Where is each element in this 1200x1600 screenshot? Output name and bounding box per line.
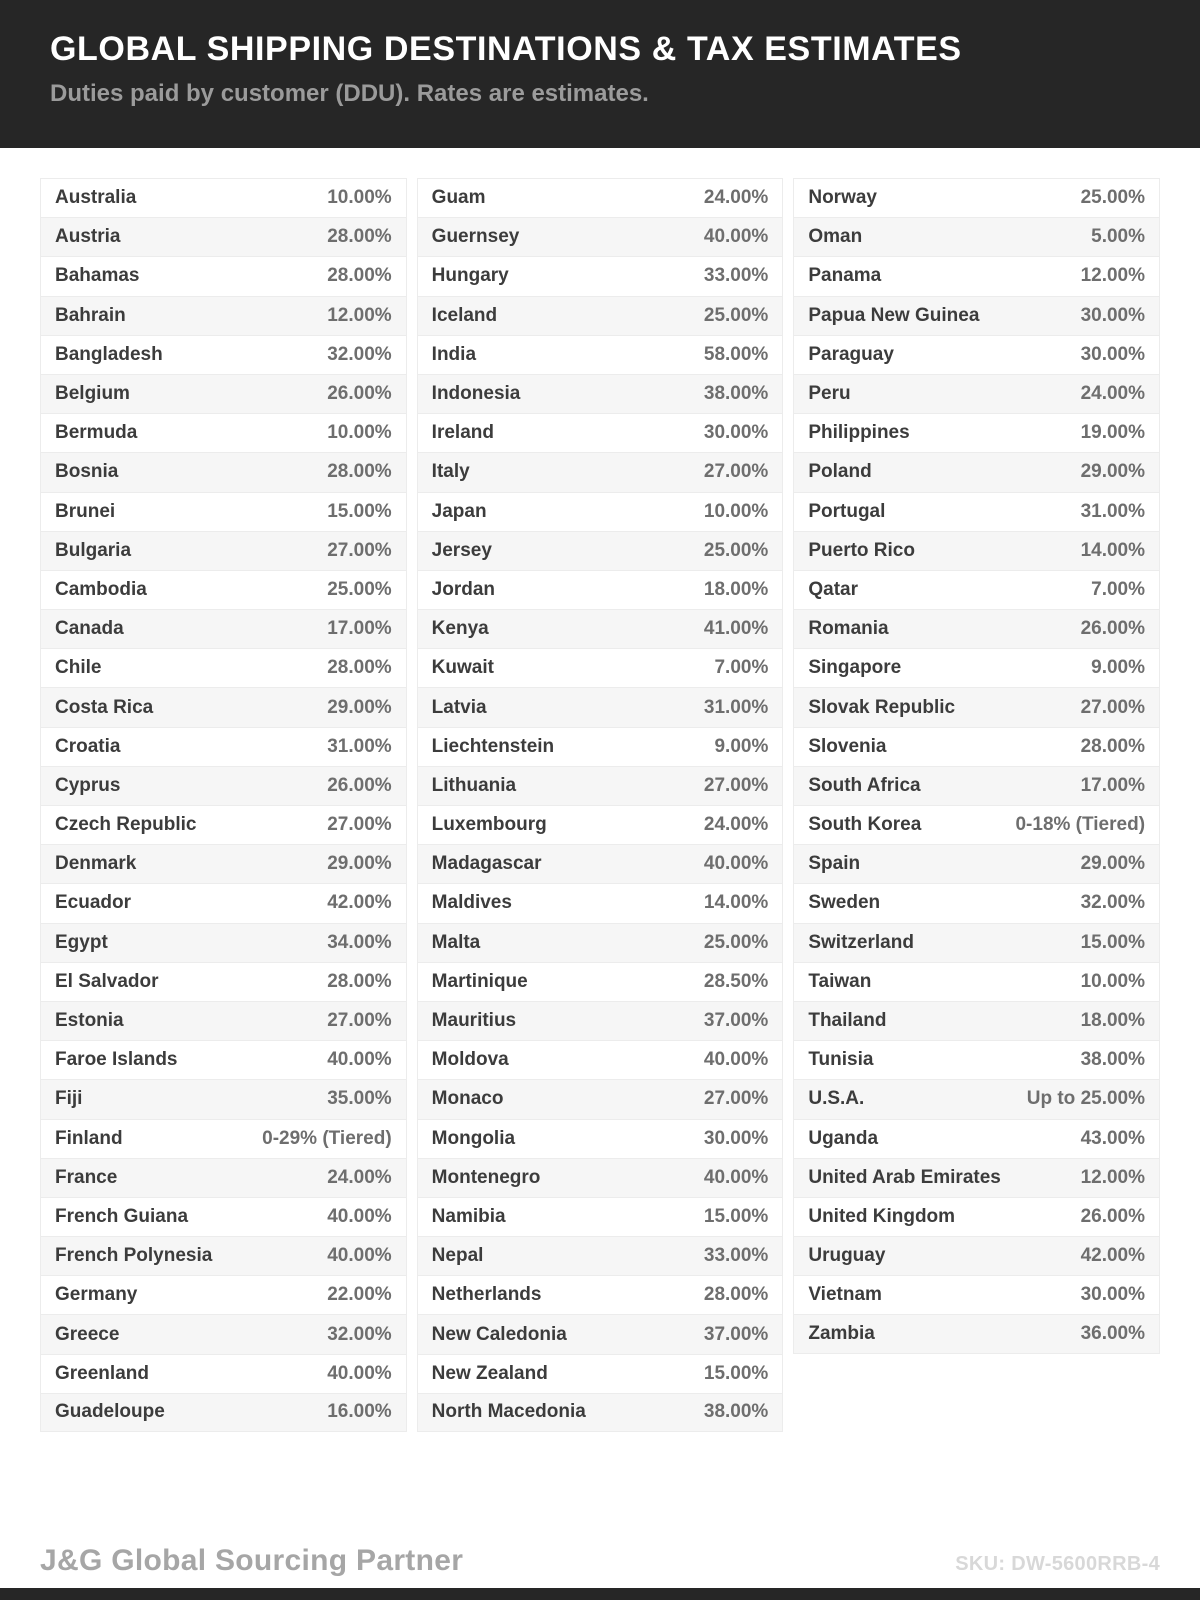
- country-name: Portugal: [808, 500, 886, 522]
- country-name: North Macedonia: [431, 1401, 586, 1423]
- tax-rate: 28.00%: [1080, 735, 1146, 757]
- tax-rate: 5.00%: [1091, 226, 1146, 248]
- tax-rate: 40.00%: [703, 1166, 769, 1188]
- tax-rate: 27.00%: [1080, 696, 1146, 718]
- table-row: [417, 256, 784, 295]
- tax-rate: 17.00%: [327, 618, 392, 640]
- country-name: Italy: [431, 461, 470, 483]
- tax-rate: 32.00%: [327, 1323, 392, 1345]
- table-row: [417, 609, 784, 648]
- country-name: Martinique: [431, 970, 528, 992]
- country-name: El Salvador: [55, 970, 159, 992]
- table-row: [793, 531, 1160, 570]
- tax-rate: 26.00%: [327, 383, 392, 405]
- table-row: [40, 923, 407, 962]
- table-row: [40, 492, 407, 531]
- country-name: Malta: [431, 931, 481, 953]
- country-name: Slovenia: [808, 735, 887, 757]
- table-row: [40, 296, 407, 335]
- table-row: [417, 883, 784, 922]
- country-name: Uganda: [808, 1127, 879, 1149]
- table-row: [793, 1119, 1160, 1158]
- table-row: [40, 1158, 407, 1197]
- country-name: Bahrain: [55, 304, 126, 326]
- tax-rate: 41.00%: [703, 618, 769, 640]
- table-row: [417, 178, 784, 217]
- country-name: Hungary: [431, 265, 509, 287]
- country-name: Kenya: [431, 618, 489, 640]
- page-header: [0, 0, 1200, 148]
- country-name: Thailand: [808, 1010, 887, 1032]
- table-row: [793, 805, 1160, 844]
- country-name: Bulgaria: [55, 539, 132, 561]
- country-name: Fiji: [55, 1088, 83, 1110]
- country-name: Lithuania: [431, 774, 517, 796]
- table-row: [40, 1314, 407, 1353]
- country-name: French Polynesia: [55, 1245, 213, 1267]
- table-row: [40, 962, 407, 1001]
- tax-rate: 15.00%: [1080, 931, 1146, 953]
- table-row: [793, 687, 1160, 726]
- tax-rate: 17.00%: [1080, 774, 1146, 796]
- table-row: [40, 609, 407, 648]
- country-name: Papua New Guinea: [808, 304, 980, 326]
- page-footer: [40, 1544, 1160, 1578]
- tax-rate: 26.00%: [1080, 1205, 1146, 1227]
- table-row: [417, 1275, 784, 1314]
- tax-rate: 25.00%: [703, 931, 769, 953]
- tax-rate: 0-18% (Tiered): [1015, 814, 1146, 836]
- country-name: Indonesia: [431, 383, 521, 405]
- country-name: Taiwan: [808, 970, 872, 992]
- country-name: Slovak Republic: [808, 696, 956, 718]
- table-row: [40, 1119, 407, 1158]
- table-row: [417, 1119, 784, 1158]
- tax-rate: 15.00%: [703, 1362, 769, 1384]
- country-name: Greece: [55, 1323, 120, 1345]
- country-name: Moldova: [431, 1049, 509, 1071]
- country-name: United Kingdom: [808, 1205, 956, 1227]
- country-name: French Guiana: [55, 1205, 189, 1227]
- tax-rate: 35.00%: [327, 1088, 392, 1110]
- tax-rate: 27.00%: [703, 461, 769, 483]
- tax-rate: 18.00%: [1080, 1010, 1146, 1032]
- table-row: [793, 413, 1160, 452]
- tax-rate: 32.00%: [327, 343, 392, 365]
- country-name: Denmark: [55, 853, 137, 875]
- tax-rate: 28.00%: [327, 461, 392, 483]
- tax-rate: 38.00%: [703, 1401, 769, 1423]
- table-row: [417, 296, 784, 335]
- table-row: [793, 1158, 1160, 1197]
- tax-rate: 15.00%: [703, 1205, 769, 1227]
- country-name: Cambodia: [55, 578, 147, 600]
- country-name: Maldives: [431, 892, 512, 914]
- tax-rate: 28.00%: [327, 970, 392, 992]
- tax-rate: 7.00%: [1091, 578, 1146, 600]
- table-row: [793, 256, 1160, 295]
- country-name: Croatia: [55, 735, 121, 757]
- table-row: [417, 766, 784, 805]
- tax-rate: 30.00%: [1080, 1284, 1146, 1306]
- tax-rate: 24.00%: [703, 187, 769, 209]
- tax-rate: 12.00%: [1080, 265, 1146, 287]
- tax-rate: 29.00%: [327, 853, 392, 875]
- tax-rate: 25.00%: [703, 304, 769, 326]
- tax-rate: 10.00%: [327, 422, 392, 444]
- tax-rate: 25.00%: [703, 539, 769, 561]
- country-name: Madagascar: [431, 853, 542, 875]
- table-row: [40, 531, 407, 570]
- country-name: Australia: [55, 187, 137, 209]
- rates-column-2: [417, 178, 784, 1432]
- table-row: [417, 1354, 784, 1393]
- country-name: Costa Rica: [55, 696, 154, 718]
- tax-rate: 26.00%: [327, 774, 392, 796]
- table-row: [40, 766, 407, 805]
- country-name: Panama: [808, 265, 882, 287]
- table-row: [40, 1079, 407, 1118]
- country-name: Germany: [55, 1284, 138, 1306]
- table-row: [793, 452, 1160, 491]
- country-name: Jersey: [431, 539, 492, 561]
- country-name: Canada: [55, 618, 124, 640]
- country-name: Jordan: [431, 578, 496, 600]
- country-name: South Africa: [808, 774, 921, 796]
- brand-text: J&G Global Sourcing Partner: [40, 1544, 464, 1577]
- table-row: [40, 1275, 407, 1314]
- table-row: [793, 492, 1160, 531]
- country-name: Faroe Islands: [55, 1049, 178, 1071]
- country-name: Paraguay: [808, 343, 894, 365]
- country-name: Oman: [808, 226, 863, 248]
- tax-rate: 14.00%: [703, 892, 769, 914]
- tax-rate: 33.00%: [703, 1245, 769, 1267]
- table-row: [417, 413, 784, 452]
- tax-rate: 37.00%: [703, 1010, 769, 1032]
- country-name: Czech Republic: [55, 814, 197, 836]
- tax-rate: 33.00%: [703, 265, 769, 287]
- table-row: [793, 217, 1160, 256]
- page-subtitle: Duties paid by customer (DDU). Rates are estimates.: [50, 80, 649, 107]
- table-row: [417, 687, 784, 726]
- country-name: India: [431, 343, 477, 365]
- tax-rate: 9.00%: [714, 735, 769, 757]
- country-name: Guernsey: [431, 226, 520, 248]
- table-row: [793, 1314, 1160, 1353]
- table-row: [417, 335, 784, 374]
- country-name: Bermuda: [55, 422, 138, 444]
- tax-rate: 10.00%: [703, 500, 769, 522]
- country-name: Sweden: [808, 892, 881, 914]
- country-name: Bosnia: [55, 461, 119, 483]
- tax-rate: 27.00%: [327, 1010, 392, 1032]
- country-name: Cyprus: [55, 774, 121, 796]
- country-name: Japan: [431, 500, 487, 522]
- tax-rate: 27.00%: [703, 774, 769, 796]
- country-name: Zambia: [808, 1323, 875, 1345]
- table-row: [793, 1236, 1160, 1275]
- tax-rate: 30.00%: [703, 1127, 769, 1149]
- table-row: [417, 805, 784, 844]
- table-row: [793, 1079, 1160, 1118]
- table-row: [793, 296, 1160, 335]
- table-row: [793, 335, 1160, 374]
- table-row: [40, 727, 407, 766]
- table-row: [793, 923, 1160, 962]
- tax-rate: 37.00%: [703, 1323, 769, 1345]
- table-row: [417, 1040, 784, 1079]
- table-row: [40, 687, 407, 726]
- country-name: Guam: [431, 187, 486, 209]
- tax-rate: 7.00%: [714, 657, 769, 679]
- country-name: Kuwait: [431, 657, 494, 679]
- country-name: Mauritius: [431, 1010, 517, 1032]
- tax-rate: 15.00%: [327, 500, 392, 522]
- tax-rate: 29.00%: [1080, 461, 1146, 483]
- table-row: [793, 1197, 1160, 1236]
- tax-rate: 43.00%: [1080, 1127, 1146, 1149]
- sku-text: SKU: DW-5600RRB-4: [955, 1553, 1160, 1575]
- country-name: Greenland: [55, 1362, 149, 1384]
- country-name: Uruguay: [808, 1245, 886, 1267]
- country-name: Liechtenstein: [431, 735, 555, 757]
- table-row: [417, 452, 784, 491]
- tax-rate: 25.00%: [327, 578, 392, 600]
- country-name: Spain: [808, 853, 861, 875]
- tax-rate: 31.00%: [1080, 500, 1146, 522]
- tax-rate: 28.50%: [703, 970, 769, 992]
- rates-column-1: [40, 178, 407, 1432]
- table-row: [417, 1197, 784, 1236]
- country-name: South Korea: [808, 814, 922, 836]
- table-row: [417, 1236, 784, 1275]
- table-row: [793, 1040, 1160, 1079]
- country-name: Netherlands: [431, 1284, 542, 1306]
- country-name: Puerto Rico: [808, 539, 915, 561]
- tax-rate: 30.00%: [1080, 343, 1146, 365]
- table-row: [793, 962, 1160, 1001]
- table-row: [417, 727, 784, 766]
- tax-rate: 27.00%: [327, 814, 392, 836]
- tax-rate: 10.00%: [1080, 970, 1146, 992]
- table-row: [40, 178, 407, 217]
- table-row: [40, 217, 407, 256]
- table-row: [793, 844, 1160, 883]
- tax-rate: 40.00%: [327, 1362, 392, 1384]
- table-row: [417, 570, 784, 609]
- table-row: [40, 1236, 407, 1275]
- table-row: [793, 883, 1160, 922]
- country-name: Austria: [55, 226, 121, 248]
- table-row: [417, 531, 784, 570]
- tax-rate: 12.00%: [1080, 1166, 1146, 1188]
- tax-rate: 28.00%: [703, 1284, 769, 1306]
- tax-rate: 24.00%: [327, 1166, 392, 1188]
- country-name: Singapore: [808, 657, 902, 679]
- tax-rate: 27.00%: [327, 539, 392, 561]
- table-row: [417, 648, 784, 687]
- country-name: Peru: [808, 383, 851, 405]
- country-name: Namibia: [431, 1205, 506, 1227]
- table-row: [793, 570, 1160, 609]
- table-row: [793, 766, 1160, 805]
- tax-rate: 30.00%: [1080, 304, 1146, 326]
- country-name: Estonia: [55, 1010, 124, 1032]
- country-name: United Arab Emirates: [808, 1166, 1001, 1188]
- tax-rate: 32.00%: [1080, 892, 1146, 914]
- tax-rate: 42.00%: [1080, 1245, 1146, 1267]
- table-row: [417, 1393, 784, 1432]
- table-row: [40, 413, 407, 452]
- tax-rate: 9.00%: [1091, 657, 1146, 679]
- tax-rate: 38.00%: [1080, 1049, 1146, 1071]
- country-name: New Zealand: [431, 1362, 548, 1384]
- table-row: [40, 1393, 407, 1432]
- table-row: [40, 1197, 407, 1236]
- tax-rate: 12.00%: [327, 304, 392, 326]
- country-name: France: [55, 1166, 118, 1188]
- tax-rate: 42.00%: [327, 892, 392, 914]
- table-row: [793, 1001, 1160, 1040]
- country-name: Vietnam: [808, 1284, 882, 1306]
- country-name: Egypt: [55, 931, 108, 953]
- table-row: [793, 727, 1160, 766]
- tax-rate: 28.00%: [327, 265, 392, 287]
- tax-rate: 40.00%: [703, 226, 769, 248]
- tax-rate: 58.00%: [703, 343, 769, 365]
- country-name: Ecuador: [55, 892, 132, 914]
- country-name: Qatar: [808, 578, 858, 600]
- table-row: [417, 1001, 784, 1040]
- table-row: [417, 217, 784, 256]
- table-row: [417, 844, 784, 883]
- country-name: Tunisia: [808, 1049, 874, 1071]
- tax-rate: 14.00%: [1080, 539, 1146, 561]
- table-row: [40, 1001, 407, 1040]
- tax-rate: 36.00%: [1080, 1323, 1146, 1345]
- table-row: [793, 374, 1160, 413]
- table-row: [40, 844, 407, 883]
- bottom-accent-bar: [0, 1588, 1200, 1600]
- country-name: Belgium: [55, 383, 130, 405]
- country-name: Luxembourg: [431, 814, 547, 836]
- country-name: Bahamas: [55, 265, 140, 287]
- tax-rate: 40.00%: [327, 1245, 392, 1267]
- table-row: [417, 923, 784, 962]
- country-name: Switzerland: [808, 931, 914, 953]
- tax-rate: 38.00%: [703, 383, 769, 405]
- tax-rate: 10.00%: [327, 187, 392, 209]
- table-row: [417, 374, 784, 413]
- tax-rate: 18.00%: [703, 578, 769, 600]
- tax-rate: 29.00%: [327, 696, 392, 718]
- table-row: [417, 1314, 784, 1353]
- table-row: [40, 256, 407, 295]
- country-name: U.S.A.: [808, 1088, 865, 1110]
- table-row: [40, 374, 407, 413]
- page-title: GLOBAL SHIPPING DESTINATIONS & TAX ESTIMATES: [50, 30, 962, 68]
- country-name: Ireland: [431, 422, 494, 444]
- tax-rate: 22.00%: [327, 1284, 392, 1306]
- country-name: Iceland: [431, 304, 498, 326]
- country-name: Finland: [55, 1127, 123, 1149]
- table-row: [417, 1158, 784, 1197]
- tax-rate: 28.00%: [327, 657, 392, 679]
- country-name: Bangladesh: [55, 343, 163, 365]
- country-name: Philippines: [808, 422, 910, 444]
- table-row: [40, 570, 407, 609]
- rates-table: [40, 178, 1160, 1432]
- country-name: Montenegro: [431, 1166, 541, 1188]
- country-name: Brunei: [55, 500, 116, 522]
- table-row: [40, 805, 407, 844]
- tax-rate: 30.00%: [703, 422, 769, 444]
- table-row: [417, 492, 784, 531]
- country-name: Mongolia: [431, 1127, 516, 1149]
- table-row: [40, 335, 407, 374]
- country-name: Latvia: [431, 696, 487, 718]
- tax-rate: 19.00%: [1080, 422, 1146, 444]
- table-row: [40, 1040, 407, 1079]
- tax-rate: 27.00%: [703, 1088, 769, 1110]
- table-row: [40, 648, 407, 687]
- tax-rate: 40.00%: [703, 1049, 769, 1071]
- tax-rate: 31.00%: [703, 696, 769, 718]
- tax-rate: 24.00%: [703, 814, 769, 836]
- table-row: [793, 648, 1160, 687]
- tax-rate: 40.00%: [327, 1205, 392, 1227]
- country-name: Monaco: [431, 1088, 504, 1110]
- tax-rate: 26.00%: [1080, 618, 1146, 640]
- country-name: Chile: [55, 657, 102, 679]
- country-name: Romania: [808, 618, 889, 640]
- tax-rate: 29.00%: [1080, 853, 1146, 875]
- tax-rate: 28.00%: [327, 226, 392, 248]
- table-row: [793, 609, 1160, 648]
- tax-rate: 31.00%: [327, 735, 392, 757]
- rates-column-3: [793, 178, 1160, 1432]
- table-row: [417, 1079, 784, 1118]
- tax-rate: 16.00%: [327, 1401, 392, 1423]
- tax-rate: 0-29% (Tiered): [262, 1127, 392, 1149]
- country-name: Guadeloupe: [55, 1401, 165, 1423]
- tax-rate: 40.00%: [703, 853, 769, 875]
- table-row: [40, 452, 407, 491]
- table-row: [40, 883, 407, 922]
- tax-rate: Up to 25.00%: [1026, 1088, 1146, 1110]
- tax-rate: 34.00%: [327, 931, 392, 953]
- country-name: Poland: [808, 461, 872, 483]
- tax-rate: 40.00%: [327, 1049, 392, 1071]
- table-row: [417, 962, 784, 1001]
- table-row: [40, 1354, 407, 1393]
- table-row: [793, 1275, 1160, 1314]
- tax-rate: 24.00%: [1080, 383, 1146, 405]
- country-name: Nepal: [431, 1245, 484, 1267]
- country-name: Norway: [808, 187, 877, 209]
- table-row: [793, 178, 1160, 217]
- tax-rate: 25.00%: [1080, 187, 1146, 209]
- country-name: New Caledonia: [431, 1323, 567, 1345]
